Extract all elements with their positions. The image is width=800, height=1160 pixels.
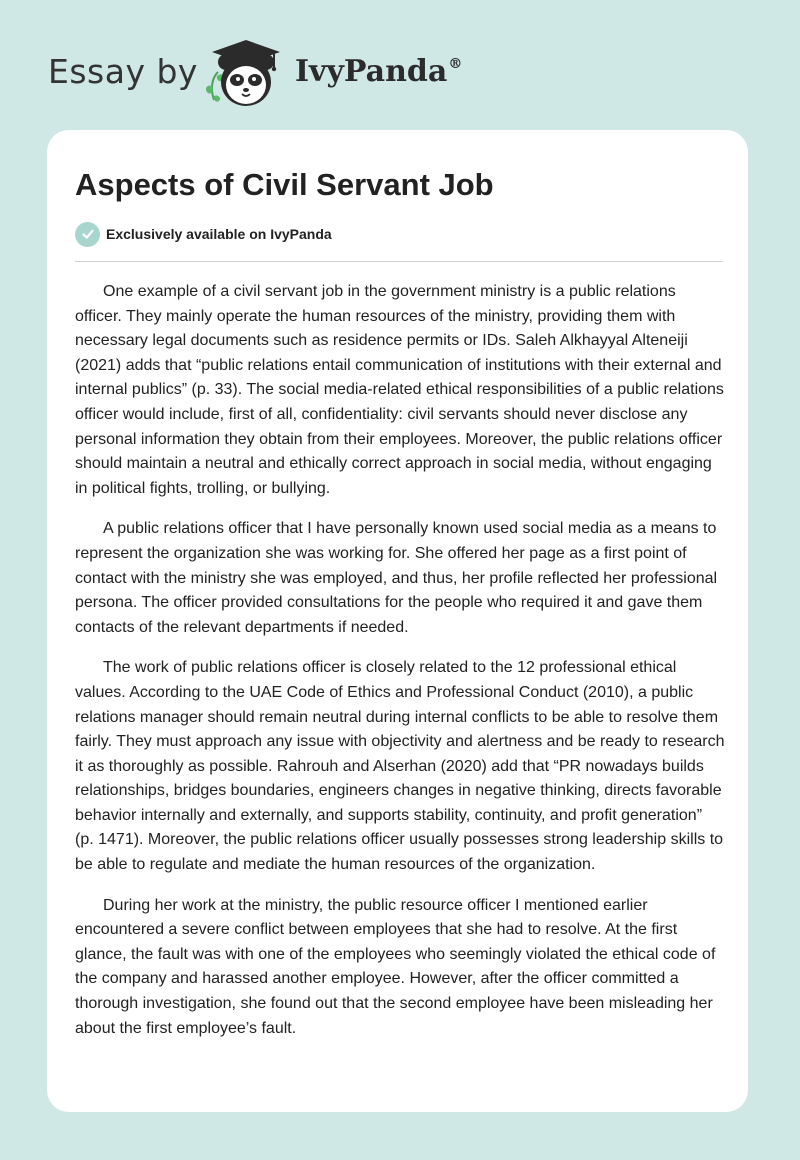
check-icon: [75, 222, 100, 247]
paragraph: During her work at the ministry, the public resource officer I mentioned earlier encountered a severe conflict between employees that she had to resolve. At the first glance, the fault was with one of the employees who seemingly violated the ethical code of the company and harassed another employee. However, after the officer committed a thorough investigation, she found out that the second employee have been misleading her about the first employee’s fault.: [75, 896, 716, 1037]
brand-name[interactable]: [295, 54, 462, 89]
exclusive-badge: [75, 221, 332, 247]
site-header: [0, 0, 800, 130]
registered-mark: ®: [448, 56, 463, 72]
essay-body: [75, 280, 725, 1057]
page-title: Aspects of Civil Servant Job: [75, 167, 494, 202]
checkmark-icon: [81, 227, 95, 241]
exclusive-label: Exclusively available on IvyPanda: [106, 226, 332, 242]
essay-card: [47, 130, 748, 1112]
paragraph: The work of public relations officer is closely related to the 12 professional ethical values. According to the UAE Code of Ethics and Professional Conduct (2010), a public relations manager should remain neutral during internal conflicts to be able to resolve them fairly. They must approach any issue with objectivity and alertness and be ready to research it as thoroughly as possible. Rahrouh and Alserhan (2020) add that “PR nowadays builds relationships, bridges boundaries, engineers changes in negative thinking, directs favorable behavior internally and externally, and supports stability, continuity, and profit generation” (p. 1471). Moreover, the public relations officer usually possesses strong leadership skills to be able to regulate and mediate the human resources of the organization.: [75, 659, 725, 874]
essay-by-text: Essay by: [48, 52, 198, 91]
panda-graduate-logo-icon[interactable]: [200, 38, 292, 110]
paragraph: A public relations officer that I have personally known used social media as a means to represent the organization she was working for. She offered her page as a first point of contact with the ministry she was employed, and thus, her profile reflected her professional persona. The officer provided consultations for the people who required it and gave them contacts of the relevant departments if needed.: [75, 520, 718, 636]
brand-text: IvyPanda: [295, 54, 448, 89]
paragraph: One example of a civil servant job in the government ministry is a public relations officer. They mainly operate the human resources of the ministry, providing them with necessary legal documents such as residence permits or IDs. Saleh Alkhayyal Alteneiji (2021) adds that “public relations entail communication of institutions with their external and internal publics” (p. 33). The social media-related ethical responsibilities of a public relations officer would include, first of all, confidentiality: civil servants should never disclose any personal information they obtain from their employees. Moreover, the public relations officer should maintain a neutral and ethically correct approach in social media, without engaging in political fights, trolling, or bullying.: [75, 283, 724, 497]
divider: [75, 261, 723, 262]
